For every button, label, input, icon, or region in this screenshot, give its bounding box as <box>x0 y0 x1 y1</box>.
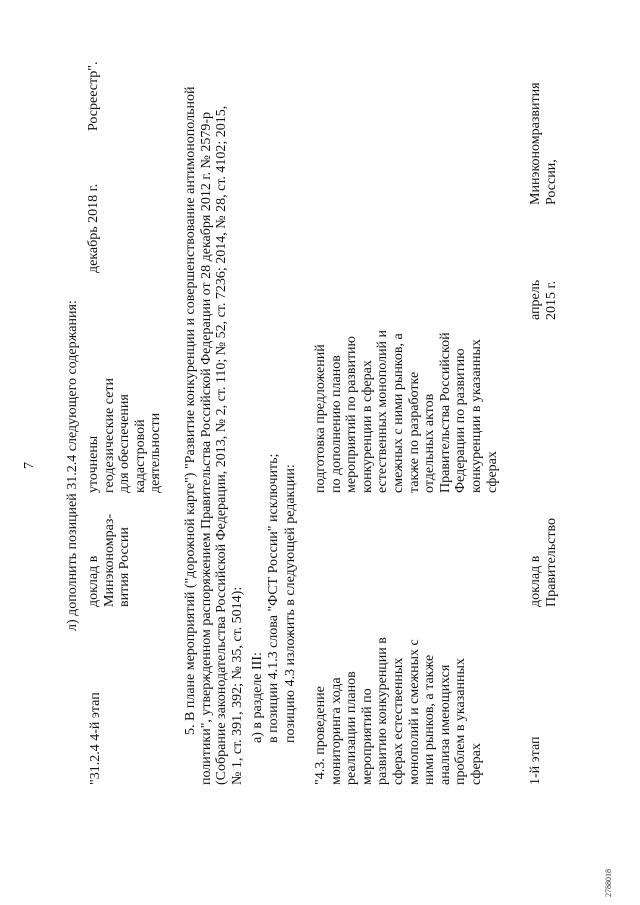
row-3124-document-line: Минэкономраз- <box>101 513 117 607</box>
row-43-title-line: мероприятий по <box>359 688 375 785</box>
new-edition-line: позицию 4.3 изложить в следующей редакции: <box>283 464 298 743</box>
row-43-title-line: монополий и смежных с <box>406 639 422 785</box>
row-3124-result-line: уточнены <box>86 435 101 493</box>
row-43-title-line: ними рынков, а также <box>422 654 438 785</box>
row-43-title-line: развитию конкуренции в <box>375 637 391 785</box>
item-l-text: л) дополнить позицией 31.2.4 следующего содержания: <box>65 300 80 631</box>
row-3124-result-line: геодезические сети <box>101 378 117 493</box>
stage1-document <box>528 497 559 607</box>
row-43-content-line: подготовка предложений <box>313 344 328 493</box>
row-43-title-line: мониторинга хода <box>328 677 344 785</box>
row-3124-document <box>86 497 133 607</box>
exclude-line: в позиции 4.1.3 слова "ФСТ России" исключить; <box>266 453 281 743</box>
row-43-content-line: конкуренции в сферах <box>359 360 375 493</box>
row-3124-date: декабрь 2018 г. <box>86 183 101 273</box>
row-43-title-line: анализа имеющихся <box>437 664 453 785</box>
row-43-content-line: конкуренции в указанных <box>468 339 484 493</box>
row-43-title-line: проблем в указанных <box>453 658 469 785</box>
row-43-content <box>313 303 500 493</box>
row-43-content-line: отдельных актов <box>422 393 438 493</box>
item5-line: (Собрание законодательства Российской Федерации, 2013, № 2, ст. 110; № 52, ст. 7236; 2014, № 28, ст. 4102; 2015, <box>214 105 230 785</box>
stage1-executor-line: Минэкономразвития <box>528 82 543 205</box>
row-3124-document-line: вития России <box>117 527 133 607</box>
sub-a-text: а) в разделе III: <box>250 652 265 743</box>
row-43-content-line: Федерации по развитию <box>453 348 469 493</box>
row-3124-result-line: деятельности <box>148 412 164 493</box>
item5-line: № 1, ст. 391, 392; № 35, ст. 5014): <box>229 586 245 785</box>
row-3124-executor: Росреестр". <box>86 61 101 131</box>
stage1-date-line: апрель <box>528 279 543 320</box>
page-number: 7 <box>22 462 37 469</box>
row-43-content-line: по дополнению планов <box>328 355 344 493</box>
row-43-content-line: сферах <box>484 451 500 493</box>
stage1-date <box>528 240 559 320</box>
stage1-date-line: 2015 г. <box>543 280 559 320</box>
document-code: 2788018 <box>604 869 613 897</box>
stage1-document-line: доклад в <box>528 555 543 607</box>
row-43-title-line: реализации планов <box>344 671 360 785</box>
row-3124-stage: "31.2.4 4-й этап <box>88 692 103 785</box>
stage1-label: 1-й этап <box>528 736 543 785</box>
row-3124-result-line: кадастровой <box>132 419 148 493</box>
row-3124-result-line: для обеспечения <box>117 394 133 493</box>
row-43-content-line: мероприятий по развитию <box>344 335 360 493</box>
row-3124-document-line: доклад в <box>86 555 101 607</box>
stage1-document-line: Правительство <box>543 518 559 607</box>
stage1-executor-line: России, <box>543 159 559 205</box>
item5-paragraph <box>183 65 245 785</box>
row-43-content-line: смежных с ними рынков, а <box>390 333 406 493</box>
row-43-title-line: сферах естественных <box>390 657 406 785</box>
row-43-content-line: Правительства Российской <box>437 332 453 493</box>
row-43-title <box>313 625 485 785</box>
row-43-content-line: естественных монополий и <box>375 329 391 493</box>
row-43-title-line: сферах <box>468 743 484 785</box>
item5-line: политики", утвержденном распоряжением Правительства Российской Федерации от 28 декабря 2012 г. № 2579-р <box>198 111 214 785</box>
item5-line: 5. В плане мероприятий ("дорожной карте") "Развитие конкуренции и совершенствование антимонопольной <box>183 86 198 735</box>
row-3124-result <box>86 343 164 493</box>
stage1-executor <box>528 55 559 205</box>
row-43-content-line: также по разработке <box>406 371 422 493</box>
row-43-title-line: "4.3. проведение <box>313 686 328 785</box>
